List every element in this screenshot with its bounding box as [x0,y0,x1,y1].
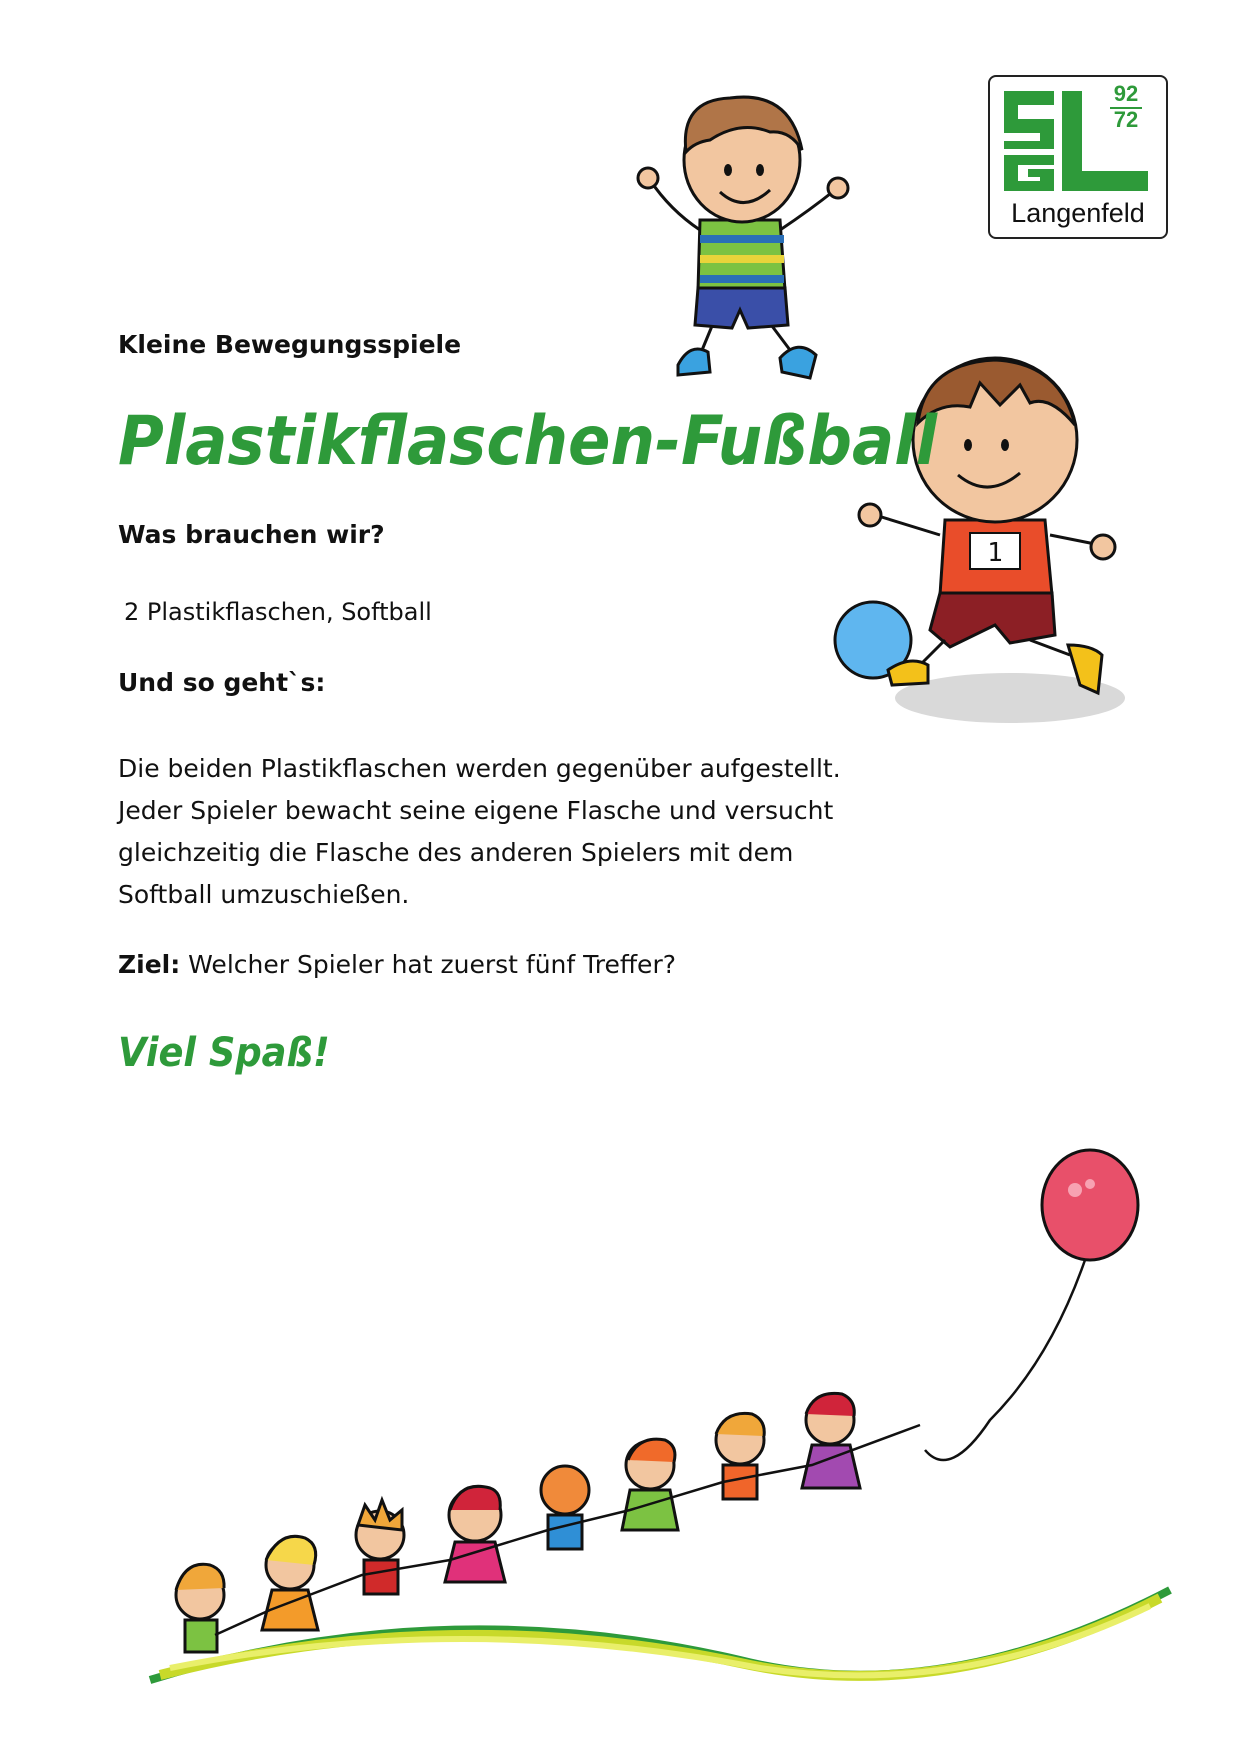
logo-year-bottom: 72 [1113,107,1139,132]
jumping-boy-illustration [620,80,860,390]
goal-text: Welcher Spieler hat zuerst fünf Treffer? [180,950,676,979]
needs-heading: Was brauchen wir? [118,520,385,549]
logo-city: Langenfeld [1011,198,1145,228]
child-5 [541,1466,589,1549]
goal [118,950,676,979]
child-8 [802,1393,860,1488]
child-4 [445,1486,505,1582]
child-6 [622,1439,678,1530]
instructions [118,748,898,916]
club-logo [988,75,1168,239]
instruction-line: gleichzeitig die Flasche des anderen Spielers mit dem [118,838,794,867]
goal-label: Ziel: [118,950,181,979]
bib-number: 1 [987,538,1003,568]
closing-text: Viel Spaß! [118,1030,330,1076]
instruction-line: Die beiden Plastikflaschen werden gegenüber aufgestellt. [118,754,841,783]
instruction-line: Jeder Spieler bewacht seine eigene Flasche und versucht [118,796,834,825]
instruction-line: Softball umzuschießen. [118,880,410,909]
needs-text: 2 Plastikflaschen, Softball [124,598,432,626]
page-title: Plastikflaschen-Fußball [118,402,938,481]
logo-year-top: 92 [1113,81,1139,106]
child-3 [356,1500,404,1594]
children-chain-illustration [90,1120,1190,1740]
child-1 [176,1564,224,1652]
how-heading: Und so geht`s: [118,668,326,697]
child-2 [262,1536,318,1630]
child-7 [716,1413,764,1499]
kicker: Kleine Bewegungsspiele [118,330,462,359]
